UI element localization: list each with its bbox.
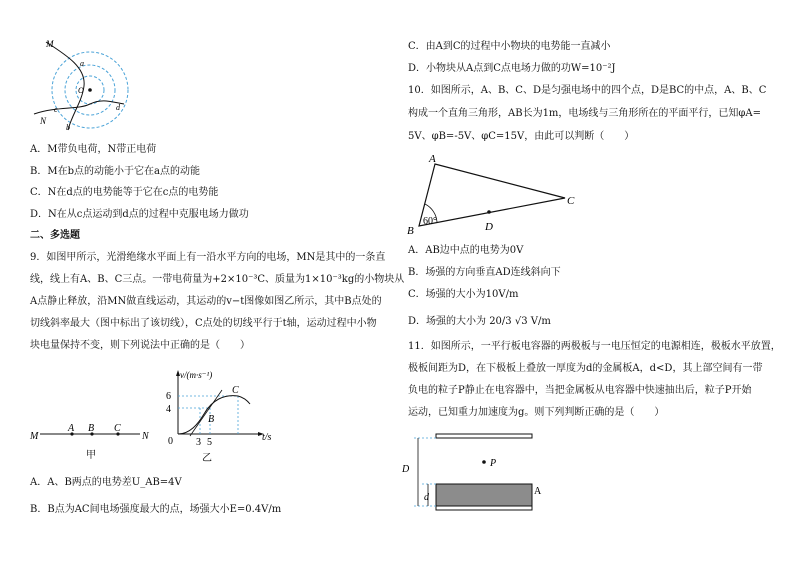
q11-line-1: 11．如图所示，一平行板电容器的两极板与一电压恒定的电源相连，极板水平放置， xyxy=(408,341,781,352)
q10-option-b: B．场强的方向垂直AD连线斜向下 xyxy=(408,267,561,278)
q9-figure-jia xyxy=(30,420,160,460)
svg-text:P: P xyxy=(490,458,497,469)
svg-text:M: M xyxy=(30,431,39,442)
svg-text:B: B xyxy=(88,423,95,434)
q8-option-d: D．N在从c点运动到d点的过程中克服电场力做功 xyxy=(30,209,249,220)
svg-text:5: 5 xyxy=(207,437,212,448)
label-d: d xyxy=(116,103,120,112)
q10-line-1: 10．如图所示，A、B、C、D是匀强电场中的四个点，D是BC的中点，A、B、C xyxy=(408,85,767,96)
q8-figure xyxy=(28,38,138,134)
label-b: b xyxy=(66,123,70,132)
q11-line-3: 负电的粒子P静止在电容器中，当把金属板从电容器中快速抽出后，粒子P开始 xyxy=(408,385,752,396)
q10-option-c: C．场强的大小为10V/m xyxy=(408,289,519,300)
svg-text:v/(m·s⁻¹): v/(m·s⁻¹) xyxy=(180,370,213,380)
svg-text:60°: 60° xyxy=(423,216,437,227)
label-m: M xyxy=(46,39,54,49)
svg-text:0: 0 xyxy=(168,436,173,447)
section-heading: 二、多选题 xyxy=(30,230,80,241)
q9-option-a: A．A、B两点的电势差U_AB=4V xyxy=(30,477,182,488)
metal-plate-a xyxy=(436,484,532,506)
tangent-at-b xyxy=(190,390,222,436)
svg-text:D: D xyxy=(485,221,493,233)
q9-line-3: A点静止释放，沿MN做直线运动，其运动的v−t图像如图乙所示，其中B点处的 xyxy=(30,296,382,307)
svg-text:A: A xyxy=(429,153,436,165)
svg-text:t/s: t/s xyxy=(262,432,272,443)
point-d xyxy=(487,210,491,214)
q9-line-5: 块电量保持不变，则下列说法中正确的是（ ） xyxy=(30,340,250,351)
charge-o xyxy=(88,88,92,92)
upper-plate xyxy=(436,434,532,438)
svg-text:C: C xyxy=(567,195,575,207)
q9-line-4: 切线斜率最大（图中标出了该切线），C点处的切线平行于t轴，运动过程中小物 xyxy=(30,318,377,329)
svg-text:乙: 乙 xyxy=(202,453,212,464)
svg-text:d: d xyxy=(424,492,429,503)
q10-figure xyxy=(405,152,585,238)
q11-line-4: 运动，已知重力加速度为g。则下列判断正确的是（ ） xyxy=(408,407,665,418)
label-n: N xyxy=(40,116,47,126)
q9-line-1: 9．如图甲所示，光滑绝缘水平面上有一沿水平方向的电场，MN是其中的一条直 xyxy=(30,252,386,263)
svg-text:4: 4 xyxy=(166,404,171,415)
q11-figure xyxy=(400,430,560,516)
label-a: a xyxy=(80,59,84,68)
svg-text:N: N xyxy=(142,431,149,442)
q9-figure-yi xyxy=(160,366,280,476)
svg-text:C: C xyxy=(232,385,239,396)
q9-option-c: C．由A到C的过程中小物块的电势能一直减小 xyxy=(408,41,611,52)
svg-text:6: 6 xyxy=(166,391,171,402)
svg-text:A: A xyxy=(534,486,542,497)
q9-option-b: B．B点为AC间电场强度最大的点，场强大小E=0.4V/m xyxy=(30,504,282,515)
svg-text:B: B xyxy=(407,225,414,237)
label-c: c xyxy=(54,105,58,114)
svg-text:A: A xyxy=(68,423,75,434)
svg-text:D: D xyxy=(402,464,410,475)
label-o: O xyxy=(78,86,84,95)
q10-line-3: 5V、φB=-5V、φC=15V，由此可以判断（ ） xyxy=(408,131,635,142)
lower-plate xyxy=(436,506,532,510)
q9-line-2: 线，线上有A、B、C三点。一带电荷量为+2×10⁻³C、质量为1×10⁻³kg的小物块从 xyxy=(30,274,405,285)
triangle-abc xyxy=(419,164,565,226)
svg-text:3: 3 xyxy=(196,437,201,448)
q8-option-a: A．M带负电荷，N带正电荷 xyxy=(30,144,157,155)
svg-text:B: B xyxy=(208,414,215,425)
particle-p xyxy=(482,460,486,464)
q8-option-b: B．M在b点的动能小于它在a点的动能 xyxy=(30,166,200,177)
q10-line-2: 构成一个直角三角形，AB长为1m，电场线与三角形所在的平面平行，已知φA= xyxy=(408,108,762,119)
svg-text:甲: 甲 xyxy=(86,450,96,461)
q11-line-2: 极板间距为D，在下极板上叠放一厚度为d的金属板A，d<D，其上部空间有一带 xyxy=(408,363,763,374)
q10-option-a: A．AB边中点的电势为0V xyxy=(408,245,524,256)
q10-option-d: D．场强的大小为 20/3 √3 V/m xyxy=(408,316,551,327)
q9-option-d: D．小物块从A点到C点电场力做的功W=10⁻²J xyxy=(408,63,616,74)
q8-option-c: C．N在d点的电势能等于它在c点的电势能 xyxy=(30,187,219,198)
svg-text:C: C xyxy=(114,423,121,434)
